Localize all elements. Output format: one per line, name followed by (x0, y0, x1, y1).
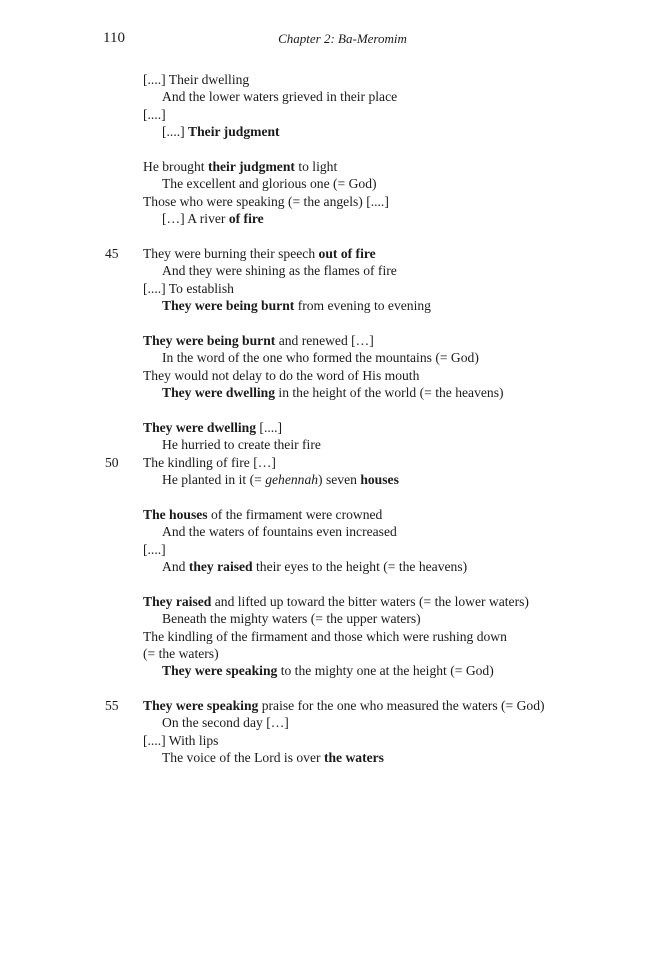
poem-line (0, 384, 650, 401)
poem-line (0, 71, 650, 88)
line-text (162, 123, 280, 140)
poem-line (0, 662, 650, 679)
line-text (143, 332, 374, 349)
text-segment: They would not delay to do the word of His mouth (143, 367, 420, 383)
stanza-break (0, 401, 650, 418)
text-segment: They were burning their speech (143, 245, 319, 261)
poem-line (0, 732, 650, 749)
poem-line (0, 297, 650, 314)
stanza-break (0, 575, 650, 592)
text-segment: He planted in it (= (162, 471, 266, 487)
text-segment: in the height of the world (= the heavens) (275, 385, 504, 401)
line-text (143, 697, 545, 714)
bold-phrase: the waters (323, 750, 384, 766)
poem-line (0, 506, 650, 523)
line-text (162, 384, 504, 401)
text-segment: and lifted up toward the bitter waters (= the lower waters) (211, 593, 529, 609)
line-text (143, 628, 507, 645)
line-text (162, 471, 399, 488)
bold-phrase: They were being burnt (143, 332, 276, 348)
poem-line (0, 558, 650, 575)
line-text (162, 558, 467, 575)
text-segment: The kindling of the firmament and those which were rushing down (143, 628, 507, 644)
poem-line (0, 88, 650, 105)
text-segment: In the word of the one who formed the mountains (= God) (162, 350, 479, 366)
line-text (162, 610, 421, 627)
line-text (143, 106, 166, 123)
line-text (143, 541, 166, 558)
bold-phrase: Their judgment (188, 124, 280, 140)
line-number: 45 (105, 245, 119, 261)
line-text (143, 454, 276, 471)
poem-line (0, 749, 650, 766)
line-text (143, 367, 419, 384)
poem-line (0, 645, 650, 662)
poem-line (0, 175, 650, 192)
text-segment: [....] With lips (143, 732, 219, 748)
line-text (143, 593, 529, 610)
poem-line (0, 332, 650, 349)
italic-phrase: gehennah (265, 471, 319, 487)
bold-phrase: They were dwelling (162, 385, 276, 401)
line-text (162, 749, 384, 766)
text-segment: [....] To establish (143, 280, 234, 296)
page-number: 110 (103, 30, 125, 46)
text-segment: praise for the one who measured the waters (= God) (258, 698, 545, 714)
text-segment: Beneath the mighty waters (= the upper waters) (162, 611, 421, 627)
text-segment: to light (294, 158, 338, 174)
line-text (143, 193, 389, 210)
poem-line (0, 349, 650, 366)
text-segment: And (162, 558, 189, 574)
bold-phrase: They were dwelling (143, 419, 257, 435)
line-number: 50 (105, 454, 119, 470)
bold-phrase: They were speaking (143, 698, 259, 714)
poem-line (0, 714, 650, 731)
text-segment: [....] (143, 106, 166, 122)
text-segment: their eyes to the height (= the heavens) (252, 558, 468, 574)
line-text (143, 71, 249, 88)
text-segment: and renewed […] (275, 332, 374, 348)
text-segment: He brought (143, 158, 208, 174)
line-text (143, 158, 337, 175)
text-segment: [....] (256, 419, 283, 435)
text-segment: The voice of the Lord is over (162, 750, 324, 766)
line-text (162, 523, 397, 540)
poem-line (0, 593, 650, 610)
line-text (162, 436, 321, 453)
poem-line (0, 454, 650, 471)
poem-line (0, 193, 650, 210)
text-segment: Those who were speaking (= the angels) [....] (143, 193, 389, 209)
poem-line (0, 106, 650, 123)
text-segment: The excellent and glorious one (= God) (162, 176, 377, 192)
text-segment: ) seven (318, 471, 361, 487)
text-segment: […] A river (162, 211, 229, 227)
poem-line (0, 541, 650, 558)
line-text (143, 732, 218, 749)
poem-line (0, 523, 650, 540)
stanza-break (0, 228, 650, 245)
stanza-break (0, 141, 650, 158)
stanza-break (0, 488, 650, 505)
bold-phrase: They were speaking (162, 663, 278, 679)
running-title: Chapter 2: Ba-Meromim (278, 31, 407, 46)
text-segment: On the second day […] (162, 715, 289, 731)
poem-line (0, 628, 650, 645)
text-segment: The kindling of fire […] (143, 454, 276, 470)
poem-line (0, 280, 650, 297)
line-text (143, 506, 382, 523)
text-segment: And the lower waters grieved in their place (162, 89, 398, 105)
text-segment: (= the waters) (143, 645, 219, 661)
line-text (143, 245, 376, 262)
line-text (162, 297, 431, 314)
stanza-break (0, 314, 650, 331)
line-text (162, 175, 377, 192)
bold-phrase: houses (360, 471, 399, 487)
poem-line (0, 210, 650, 227)
poem-line (0, 367, 650, 384)
poem-line (0, 436, 650, 453)
line-text (162, 714, 289, 731)
poem-line (0, 697, 650, 714)
text-segment: [....] (162, 124, 189, 140)
line-text (143, 419, 282, 436)
bold-phrase: They raised (143, 593, 212, 609)
poem-line (0, 471, 650, 488)
poem-text (0, 71, 650, 767)
bold-phrase: of fire (228, 211, 264, 227)
text-segment: He hurried to create their fire (162, 437, 321, 453)
text-segment: And the waters of fountains even increased (162, 524, 397, 540)
line-text (143, 645, 219, 662)
line-number: 55 (105, 698, 119, 714)
line-text (162, 210, 264, 227)
line-text (162, 662, 494, 679)
bold-phrase: The houses (143, 506, 208, 522)
line-text (162, 262, 397, 279)
stanza-break (0, 680, 650, 697)
poem-line (0, 419, 650, 436)
text-segment: [....] Their dwelling (143, 72, 250, 87)
poem-line (0, 245, 650, 262)
bold-phrase: out of fire (318, 245, 376, 261)
text-segment: from evening to evening (294, 298, 431, 314)
poem-line (0, 610, 650, 627)
line-text (162, 88, 397, 105)
text-segment: And they were shining as the flames of fire (162, 263, 397, 279)
text-segment: [....] (143, 541, 166, 557)
bold-phrase: their judgment (207, 158, 295, 174)
line-text (143, 280, 234, 297)
bold-phrase: They were being burnt (162, 298, 295, 314)
poem-line (0, 262, 650, 279)
poem-line (0, 123, 650, 140)
text-segment: of the firmament were crowned (207, 506, 383, 522)
line-text (162, 349, 479, 366)
bold-phrase: they raised (188, 558, 253, 574)
poem-line (0, 158, 650, 175)
text-segment: to the mighty one at the height (= God) (277, 663, 494, 679)
